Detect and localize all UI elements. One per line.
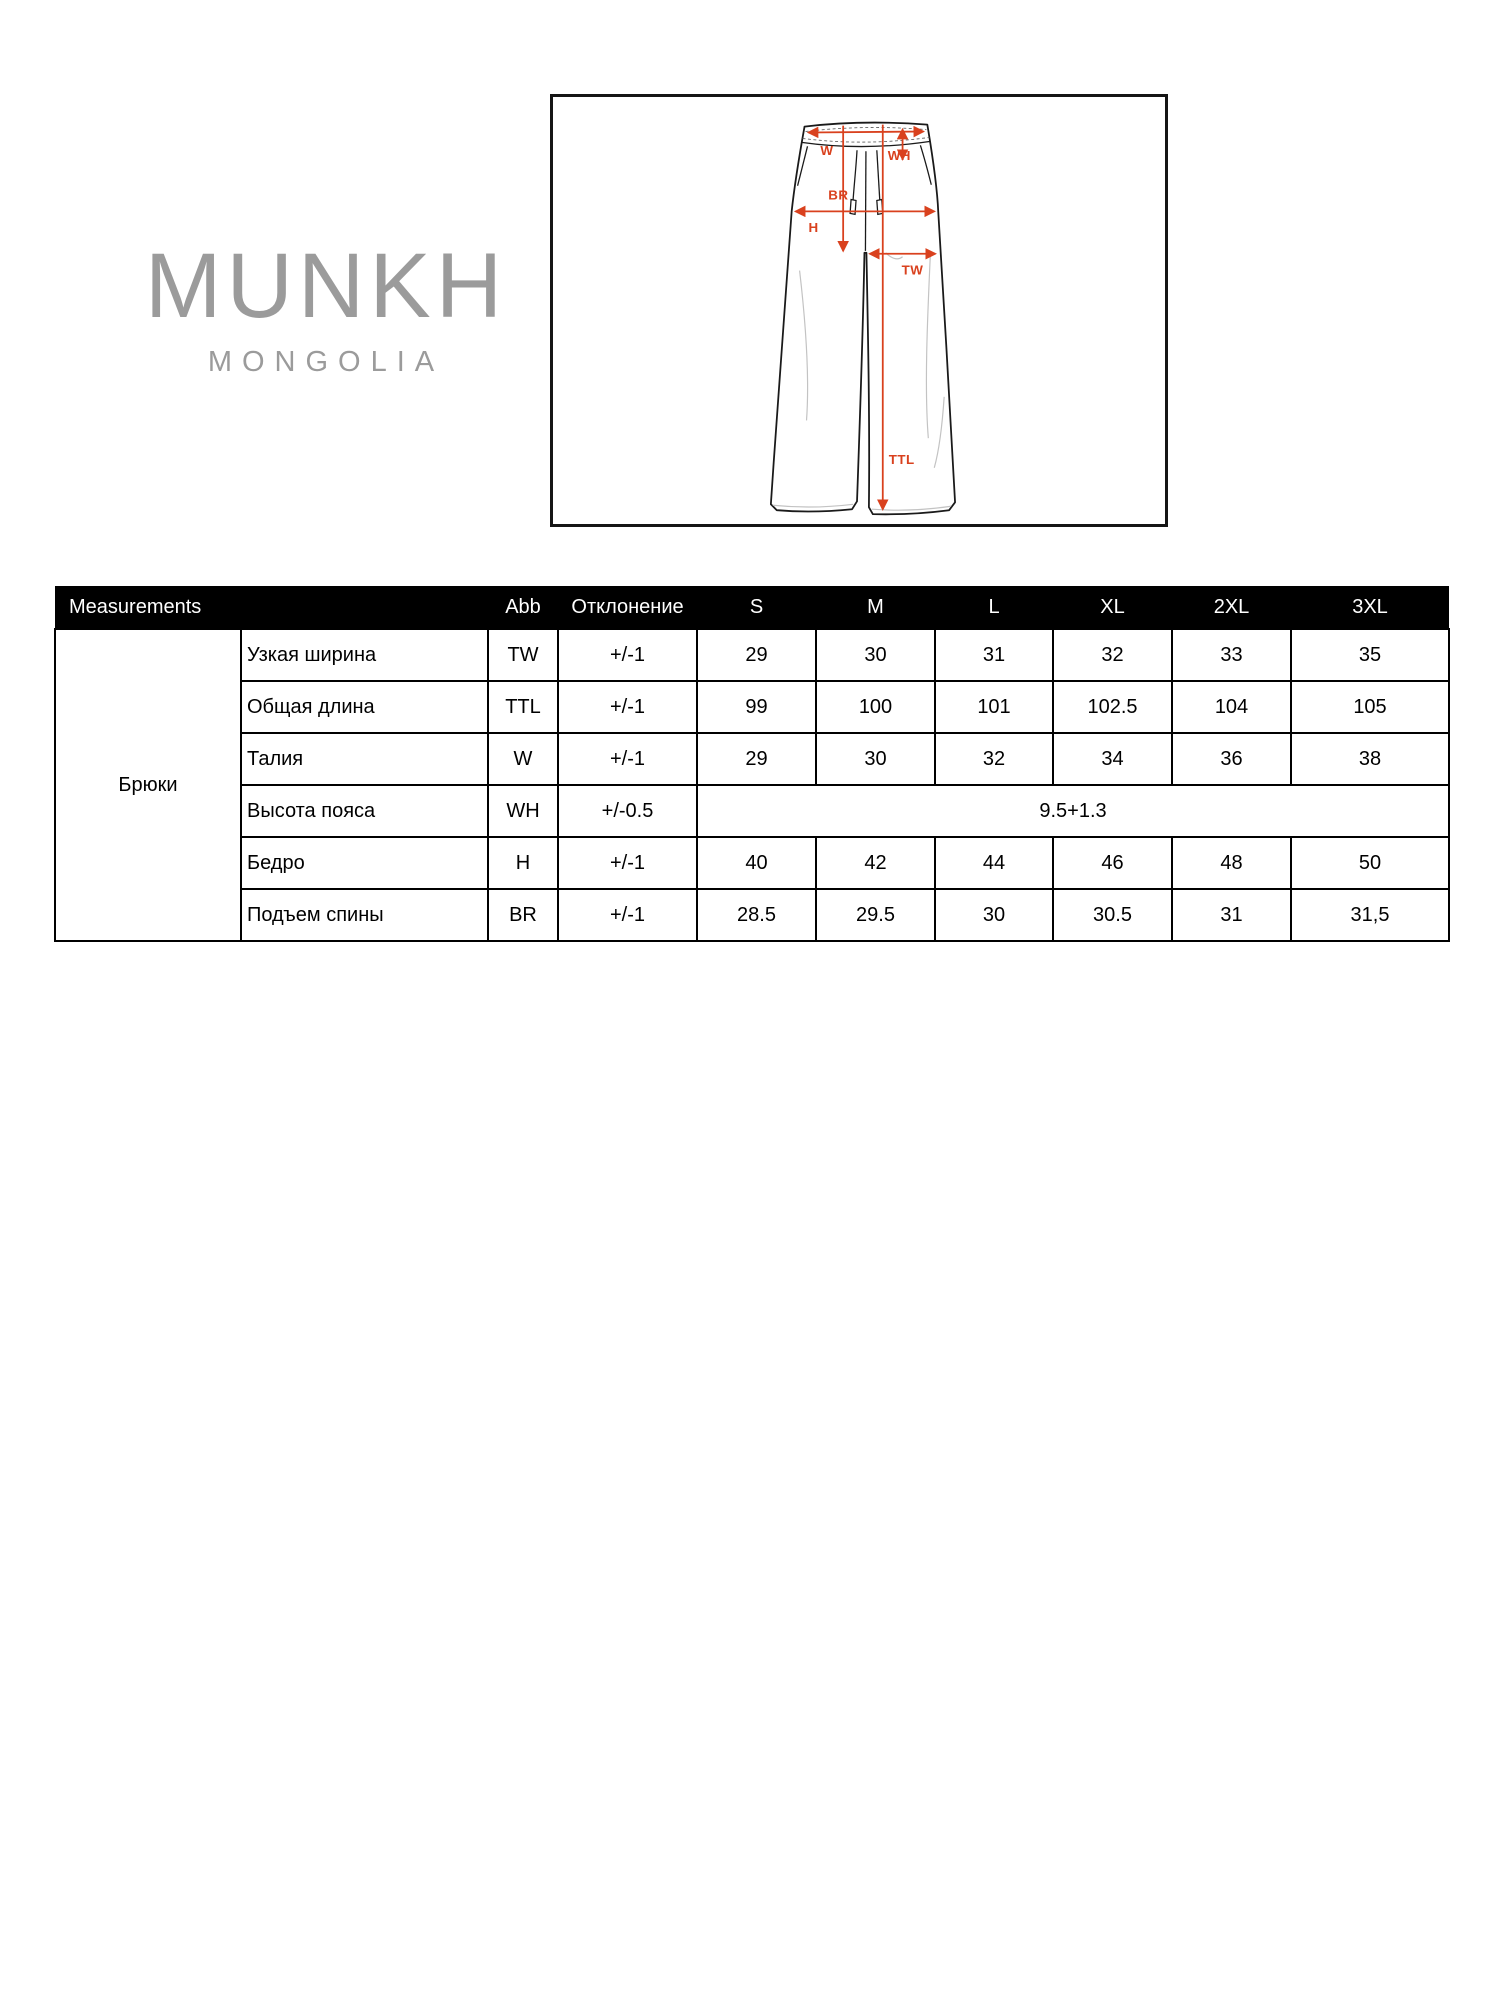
table-row — [55, 629, 1449, 681]
w-arrow — [808, 132, 923, 133]
table-row — [55, 733, 1449, 785]
row-deviation: +/-0.5 — [558, 785, 697, 837]
brand-region: MONGOLIA — [207, 346, 445, 378]
table-row — [55, 681, 1449, 733]
cell-value: 34 — [1053, 733, 1172, 785]
row-abb: BR — [488, 889, 558, 941]
cell-value: 29 — [697, 629, 816, 681]
brand-name: MUNKH — [144, 235, 508, 337]
measure-label-ttl: TTL — [888, 451, 915, 467]
measure-label-tw: TW — [901, 262, 924, 278]
cell-value: 99 — [697, 681, 816, 733]
cell-value: 35 — [1291, 629, 1449, 681]
pants-diagram-box — [550, 94, 1168, 527]
row-label: Общая длина — [241, 681, 488, 733]
cell-value: 102.5 — [1053, 681, 1172, 733]
cell-value: 32 — [935, 733, 1053, 785]
cell-value: 36 — [1172, 733, 1291, 785]
cell-value: 105 — [1291, 681, 1449, 733]
header-size-xl: XL — [1053, 586, 1172, 629]
cell-value: 48 — [1172, 837, 1291, 889]
row-deviation: +/-1 — [558, 629, 697, 681]
header-size-l: L — [935, 586, 1053, 629]
measure-label-br: BR — [828, 187, 849, 203]
cell-value: 46 — [1053, 837, 1172, 889]
table-header-row — [55, 586, 1449, 629]
header-measurements: Measurements — [55, 586, 488, 629]
cell-value: 104 — [1172, 681, 1291, 733]
measurements-table — [54, 586, 1450, 942]
header-size-3xl: 3XL — [1291, 586, 1449, 629]
cell-value: 30.5 — [1053, 889, 1172, 941]
cell-value: 29 — [697, 733, 816, 785]
row-deviation: +/-1 — [558, 837, 697, 889]
group-label: Брюки — [55, 629, 241, 941]
header-deviation: Отклонение — [558, 586, 697, 629]
row-label: Талия — [241, 733, 488, 785]
cell-value: 101 — [935, 681, 1053, 733]
row-deviation: +/-1 — [558, 889, 697, 941]
table-row — [55, 889, 1449, 941]
cell-value: 30 — [935, 889, 1053, 941]
measure-label-w: W — [820, 143, 834, 159]
row-deviation: +/-1 — [558, 733, 697, 785]
row-label: Бедро — [241, 837, 488, 889]
header-size-2xl: 2XL — [1172, 586, 1291, 629]
cell-value: 42 — [816, 837, 935, 889]
row-deviation: +/-1 — [558, 681, 697, 733]
row-abb: H — [488, 837, 558, 889]
pants-technical-drawing — [553, 97, 1165, 524]
row-abb: WH — [488, 785, 558, 837]
cell-value: 33 — [1172, 629, 1291, 681]
table-row — [55, 785, 1449, 837]
header-size-s: S — [697, 586, 816, 629]
measure-label-h: H — [808, 220, 819, 236]
cell-value: 30 — [816, 733, 935, 785]
cell-value: 38 — [1291, 733, 1449, 785]
measure-label-wh: WH — [887, 148, 911, 164]
cell-value: 29.5 — [816, 889, 935, 941]
row-label: Подъем спины — [241, 889, 488, 941]
row-abb: W — [488, 733, 558, 785]
cell-value: 44 — [935, 837, 1053, 889]
row-label: Высота пояса — [241, 785, 488, 837]
row-abb: TW — [488, 629, 558, 681]
cell-value: 28.5 — [697, 889, 816, 941]
header-abb: Abb — [488, 586, 558, 629]
cell-value: 32 — [1053, 629, 1172, 681]
cell-value: 31 — [1172, 889, 1291, 941]
cell-merged-value: 9.5+1.3 — [697, 785, 1449, 837]
cell-value: 31,5 — [1291, 889, 1449, 941]
row-label: Узкая ширина — [241, 629, 488, 681]
cell-value: 30 — [816, 629, 935, 681]
cell-value: 100 — [816, 681, 935, 733]
cell-value: 40 — [697, 837, 816, 889]
table-row — [55, 837, 1449, 889]
cell-value: 50 — [1291, 837, 1449, 889]
row-abb: TTL — [488, 681, 558, 733]
header-size-m: M — [816, 586, 935, 629]
brand-logo — [130, 235, 522, 378]
cell-value: 31 — [935, 629, 1053, 681]
